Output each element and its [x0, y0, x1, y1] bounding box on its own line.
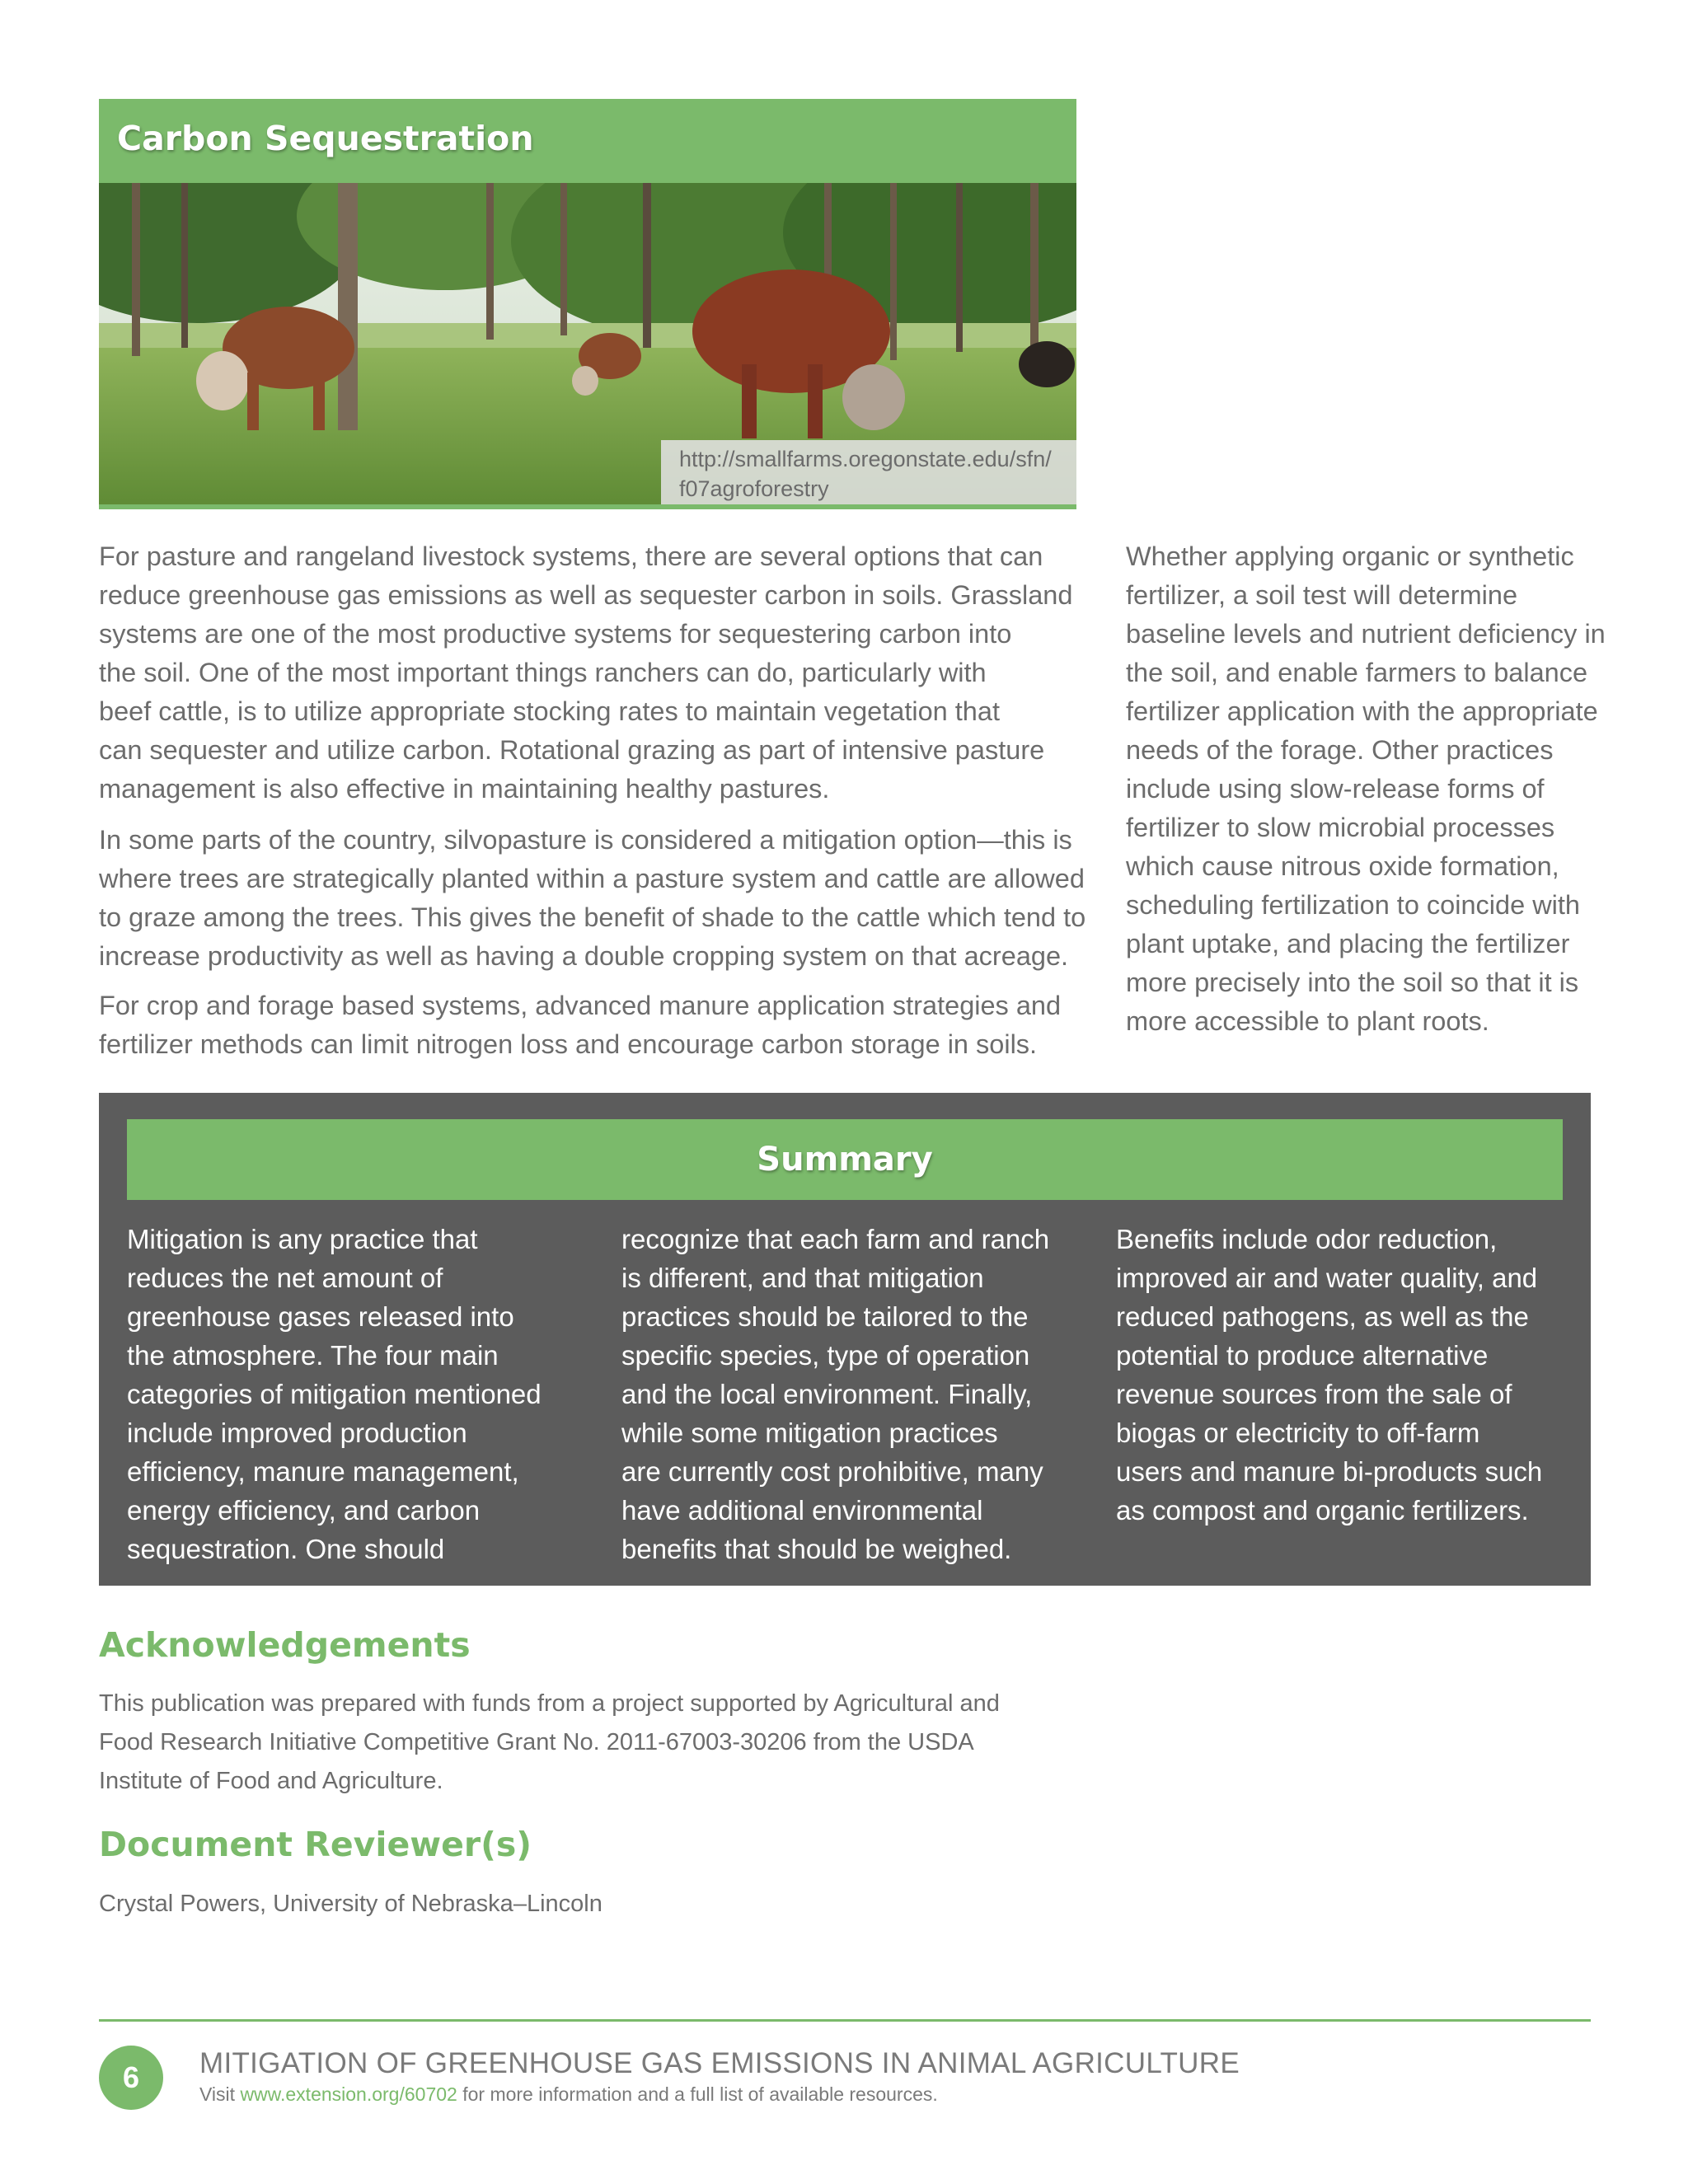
- paragraph-fertilizer: [1126, 537, 1606, 1041]
- footer-note-suffix: for more information and a full list of available resources.: [457, 2083, 938, 2105]
- text-line: beef cattle, is to utilize appropriate stocking rates to maintain vegetation that: [99, 696, 1000, 726]
- text-line: specific species, type of operation: [621, 1340, 1030, 1371]
- reviewers-heading: Document Reviewer(s): [99, 1825, 532, 1864]
- summary-panel: [99, 1093, 1591, 1586]
- left-column: [99, 537, 1088, 1064]
- text-line: energy efficiency, and carbon: [127, 1495, 481, 1526]
- text-line: efficiency, manure management,: [127, 1456, 519, 1487]
- text-line: and the local environment. Finally,: [621, 1379, 1033, 1409]
- text-line: increase productivity as well as having a double cropping system on that acreage.: [99, 941, 1069, 971]
- text-line: For crop and forage based systems, advanced manure application strategies and: [99, 991, 1062, 1020]
- text-line: reduce greenhouse gas emissions as well as sequester carbon in soils. Grassland: [99, 580, 1073, 610]
- text-line: systems are one of the most productive systems for sequestering carbon into: [99, 619, 1012, 649]
- text-line: plant uptake, and placing the fertilizer: [1126, 929, 1570, 958]
- text-line: where trees are strategically planted within a pasture system and cattle are allowed: [99, 864, 1085, 893]
- text-line: greenhouse gases released into: [127, 1301, 514, 1332]
- text-line: fertilizer application with the appropriate: [1126, 696, 1598, 726]
- paragraph-grassland: [99, 537, 1088, 808]
- reviewers-text: Crystal Powers, University of Nebraska–Lincoln: [99, 1891, 603, 1917]
- text-line: are currently cost prohibitive, many: [621, 1456, 1043, 1487]
- text-line: This publication was prepared with funds from a project supported by Agricultural and: [99, 1690, 1000, 1717]
- text-line: as compost and organic fertilizers.: [1116, 1495, 1529, 1526]
- summary-header-bar: [127, 1119, 1563, 1200]
- text-line: practices should be tailored to the: [621, 1301, 1029, 1332]
- text-line: In some parts of the country, silvopasture is considered a mitigation option—this is: [99, 825, 1072, 855]
- paragraph-silvopasture: [99, 821, 1088, 976]
- cattle-grazing-photo: [99, 183, 1076, 509]
- text-line: more precisely into the soil so that it is: [1126, 968, 1579, 997]
- text-line: sequestration. One should: [127, 1534, 445, 1564]
- text-line: reduced pathogens, as well as the: [1116, 1301, 1529, 1332]
- text-line: Food Research Initiative Competitive Grant No. 2011-67003-30206 from the USDA: [99, 1729, 974, 1755]
- text-line: improved air and water quality, and: [1116, 1263, 1538, 1293]
- text-line: biogas or electricity to off-farm: [1116, 1418, 1480, 1448]
- text-line: fertilizer, a soil test will determine: [1126, 580, 1518, 610]
- section-header-bar: [99, 99, 1076, 183]
- text-line: scheduling fertilization to coincide with: [1126, 890, 1580, 920]
- text-line: management is also effective in maintaining healthy pastures.: [99, 774, 830, 804]
- text-line: Institute of Food and Agriculture.: [99, 1768, 443, 1794]
- text-line: more accessible to plant roots.: [1126, 1006, 1489, 1036]
- summary-column-1: [127, 1220, 542, 1568]
- summary-title: Summary: [757, 1141, 933, 1179]
- summary-column-2: [621, 1220, 1049, 1568]
- photo-credit-line-1: http://smallfarms.oregonstate.edu/sfn/: [679, 447, 1052, 471]
- extension-link[interactable]: www.extension.org/60702: [240, 2083, 457, 2105]
- text-line: Whether applying organic or synthetic: [1126, 541, 1574, 571]
- paragraph-crop-forage: [99, 987, 1088, 1064]
- text-line: the soil, and enable farmers to balance: [1126, 658, 1588, 687]
- text-line: For pasture and rangeland livestock systems, there are several options that can: [99, 541, 1043, 571]
- text-line: the soil. One of the most important things ranchers can do, particularly with: [99, 658, 987, 687]
- summary-column-3: [1116, 1220, 1542, 1530]
- text-line: fertilizer methods can limit nitrogen loss and encourage carbon storage in soils.: [99, 1029, 1038, 1059]
- text-line: revenue sources from the sale of: [1116, 1379, 1512, 1409]
- text-line: which cause nitrous oxide formation,: [1126, 851, 1559, 881]
- text-line: to graze among the trees. This gives the benefit of shade to the cattle which tend to: [99, 902, 1086, 932]
- photo-credit-box: [661, 440, 1076, 509]
- text-line: users and manure bi-products such: [1116, 1456, 1543, 1487]
- text-line: needs of the forage. Other practices: [1126, 735, 1554, 765]
- text-line: Mitigation is any practice that: [127, 1224, 478, 1254]
- text-line: Benefits include odor reduction,: [1116, 1224, 1498, 1254]
- photo-underline: [99, 504, 1076, 509]
- text-line: baseline levels and nutrient deficiency in: [1126, 619, 1606, 649]
- text-line: include improved production: [127, 1418, 467, 1448]
- acknowledgements-heading: Acknowledgements: [99, 1625, 471, 1665]
- text-line: while some mitigation practices: [621, 1418, 998, 1448]
- text-line: can sequester and utilize carbon. Rotational grazing as part of intensive pasture: [99, 735, 1045, 765]
- text-line: fertilizer to slow microbial processes: [1126, 813, 1555, 842]
- acknowledgements-text: [99, 1685, 1000, 1801]
- text-line: recognize that each farm and ranch: [621, 1224, 1050, 1254]
- text-line: potential to produce alternative: [1116, 1340, 1489, 1371]
- footer-note-prefix: Visit: [199, 2083, 241, 2105]
- text-line: include using slow-release forms of: [1126, 774, 1545, 804]
- text-line: the atmosphere. The four main: [127, 1340, 499, 1371]
- text-line: benefits that should be weighed.: [621, 1534, 1012, 1564]
- photo-credit-line-2: f07agroforestry: [679, 476, 829, 501]
- text-line: categories of mitigation mentioned: [127, 1379, 542, 1409]
- footer-publication-title: MITIGATION OF GREENHOUSE GAS EMISSIONS IN ANIMAL AGRICULTURE: [199, 2047, 1240, 2079]
- text-line: reduces the net amount of: [127, 1263, 443, 1293]
- text-line: have additional environmental: [621, 1495, 983, 1526]
- text-line: is different, and that mitigation: [621, 1263, 984, 1293]
- section-title: Carbon Sequestration: [117, 119, 534, 158]
- page-number-badge: 6: [99, 2046, 163, 2110]
- footer-note: [199, 2083, 938, 2106]
- footer-rule: [99, 2019, 1591, 2022]
